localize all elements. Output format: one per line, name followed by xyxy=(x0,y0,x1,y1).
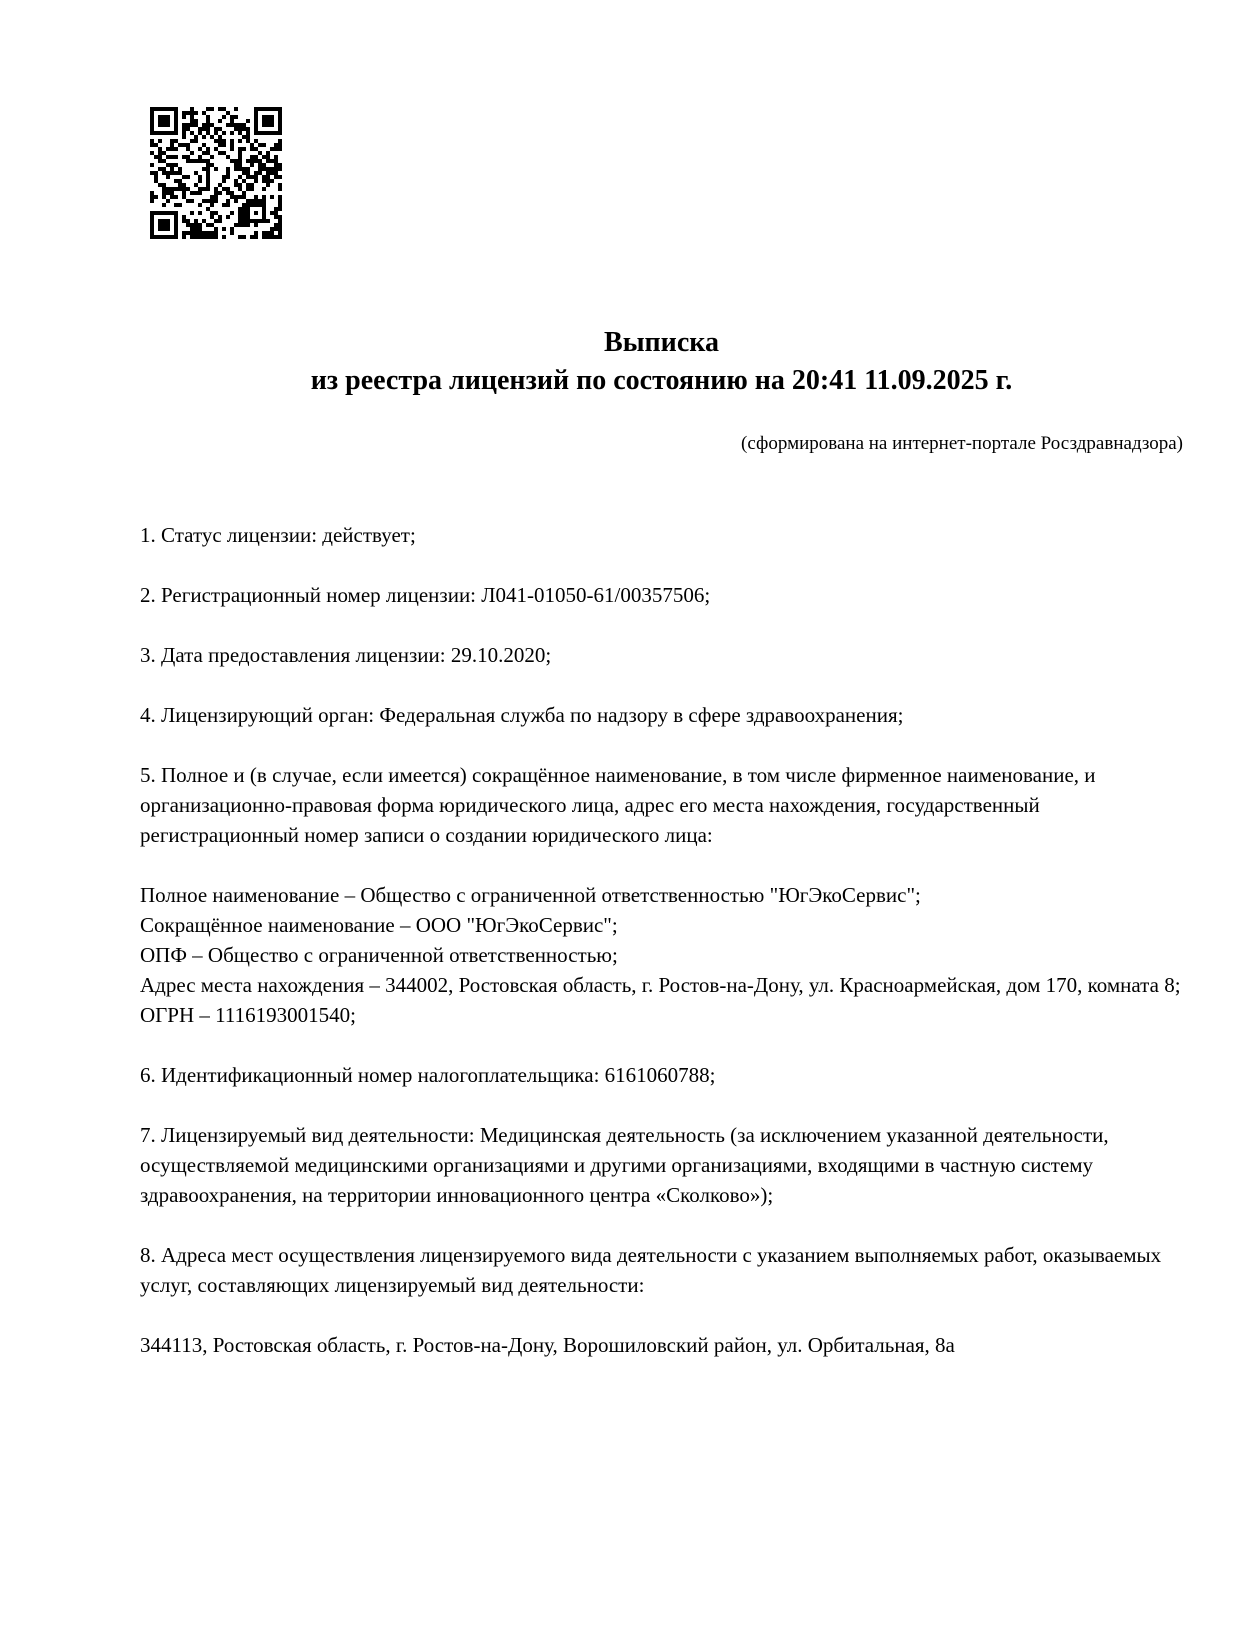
paragraph-activity-address: 344113, Ростовская область, г. Ростов-на-Дону, Ворошиловский район, ул. Орбитальная, 8а xyxy=(140,1333,955,1357)
entity-short-name: Сокращённое наименование – ООО "ЮгЭкоСервис"; xyxy=(140,913,618,937)
paragraph-entity-heading: 5. Полное и (в случае, если имеется) сокращённое наименование, в том числе фирменное наименование, и организационно-правовая форма юридического лица, адрес его места нахождения, государственный регистрационный номер записи о создании юридического лица: xyxy=(140,763,1096,847)
paragraph-taxpayer-number: 6. Идентификационный номер налогоплательщика: 6161060788; xyxy=(140,1063,716,1087)
paragraph-licensing-authority: 4. Лицензирующий орган: Федеральная служба по надзору в сфере здравоохранения; xyxy=(140,703,904,727)
entity-full-name: Полное наименование – Общество с ограниченной ответственностью "ЮгЭкоСервис"; xyxy=(140,883,921,907)
paragraph-entity-details xyxy=(140,880,1183,1030)
document-subtitle: (сформирована на интернет-портале Росздравнадзора) xyxy=(741,433,1183,454)
entity-ogrn: ОГРН – 1116193001540; xyxy=(140,1003,356,1027)
paragraph-activity-addresses-heading: 8. Адреса мест осуществления лицензируемого вида деятельности с указанием выполняемых работ, оказываемых услуг, составляющих лицензируемый вид деятельности: xyxy=(140,1243,1162,1297)
paragraph-license-status: 1. Статус лицензии: действует; xyxy=(140,523,416,547)
document-title xyxy=(140,324,1183,400)
document-body xyxy=(140,520,1183,1390)
title-line-2: из реестра лицензий по состоянию на 20:41 11.09.2025 г. xyxy=(310,365,1013,396)
paragraph-licensed-activity: 7. Лицензируемый вид деятельности: Медицинская деятельность (за исключением указанной деятельности, осуществляемой медицинскими организациями и другими организациями, входящими в частную систему здравоохранения, на территории инновационного центра «Сколково»); xyxy=(140,1123,1109,1207)
entity-address: Адрес места нахождения – 344002, Ростовская область, г. Ростов-на-Дону, ул. Красноармейская, дом 170, комната 8; xyxy=(140,973,1181,997)
paragraph-grant-date: 3. Дата предоставления лицензии: 29.10.2020; xyxy=(140,643,552,667)
qr-code xyxy=(150,107,282,239)
title-line-1: Выписка xyxy=(604,327,719,358)
paragraph-registration-number: 2. Регистрационный номер лицензии: Л041-01050-61/00357506; xyxy=(140,583,711,607)
entity-legal-form: ОПФ – Общество с ограниченной ответственностью; xyxy=(140,943,618,967)
